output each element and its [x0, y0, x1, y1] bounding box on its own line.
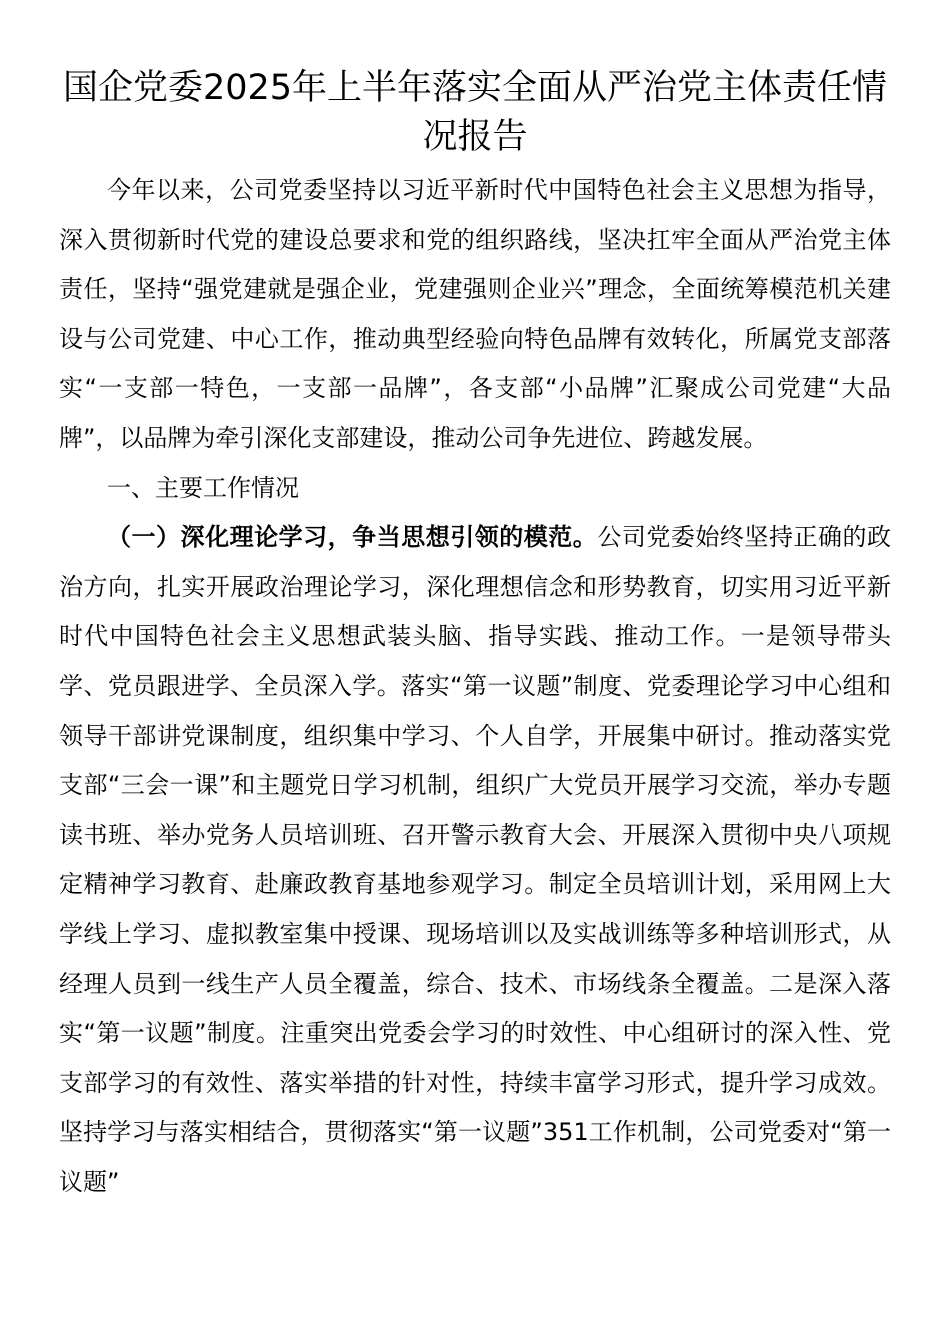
intro-paragraph: 今年以来，公司党委坚持以习近平新时代中国特色社会主义思想为指导，深入贯彻新时代党的建设总要求和党的组织路线，坚决扛牢全面从严治党主体责任，坚持“强党建就是强企业，党建强则企业兴”理念，全面统筹模范机关建设与公司党建、中心工作，推动典型经验向特色品牌有效转化，所属党支部落实“一支部一特色，一支部一品牌”，各支部“小品牌”汇聚成公司党建“大品牌”，以品牌为牵引深化支部建设，推动公司争先进位、跨越发展。 — [59, 176, 891, 452]
section-one-heading: 一、主要工作情况 — [107, 473, 299, 502]
subsection-one-heading: （一）深化理论学习，争当思想引领的模范。 — [107, 523, 598, 552]
document-page — [59, 64, 891, 1207]
subsection-one-text: 公司党委始终坚持正确的政治方向，扎实开展政治理论学习，深化理想信念和形势教育，切实用习近平新时代中国特色社会主义思想武装头脑、指导实践、推动工作。一是领导带头学、党员跟进学、全员深入学。落实“第一议题”制度、党委理论学习中心组和领导干部讲党课制度，组织集中学习、个人自学，开展集中研讨。推动落实党支部“三会一课”和主题党日学习机制，组织广大党员开展学习交流，举办专题读书班、举办党务人员培训班、召开警示教育大会、开展深入贯彻中央八项规定精神学习教育、赴廉政教育基地参观学习。制定全员培训计划，采用网上大学线上学习、虚拟教室集中授课、现场培训以及实战训练等多种培训形式，从经理人员到一线生产人员全覆盖，综合、技术、市场线条全覆盖。二是深入落实“第一议题”制度。注重突出党委会学习的时效性、中心组研讨的深入性、党支部学习的有效性、落实举措的针对性，持续丰富学习形式，提升学习成效。坚持学习与落实相结合，贯彻落实“第一议题”351工作机制，公司党委对“第一议题” — [59, 523, 892, 1196]
document-title: 国企党委2025年上半年落实全面从严治党主体责任情况报告 — [62, 68, 888, 157]
subsection-one-paragraph — [59, 513, 891, 1207]
document-body — [59, 166, 891, 1207]
